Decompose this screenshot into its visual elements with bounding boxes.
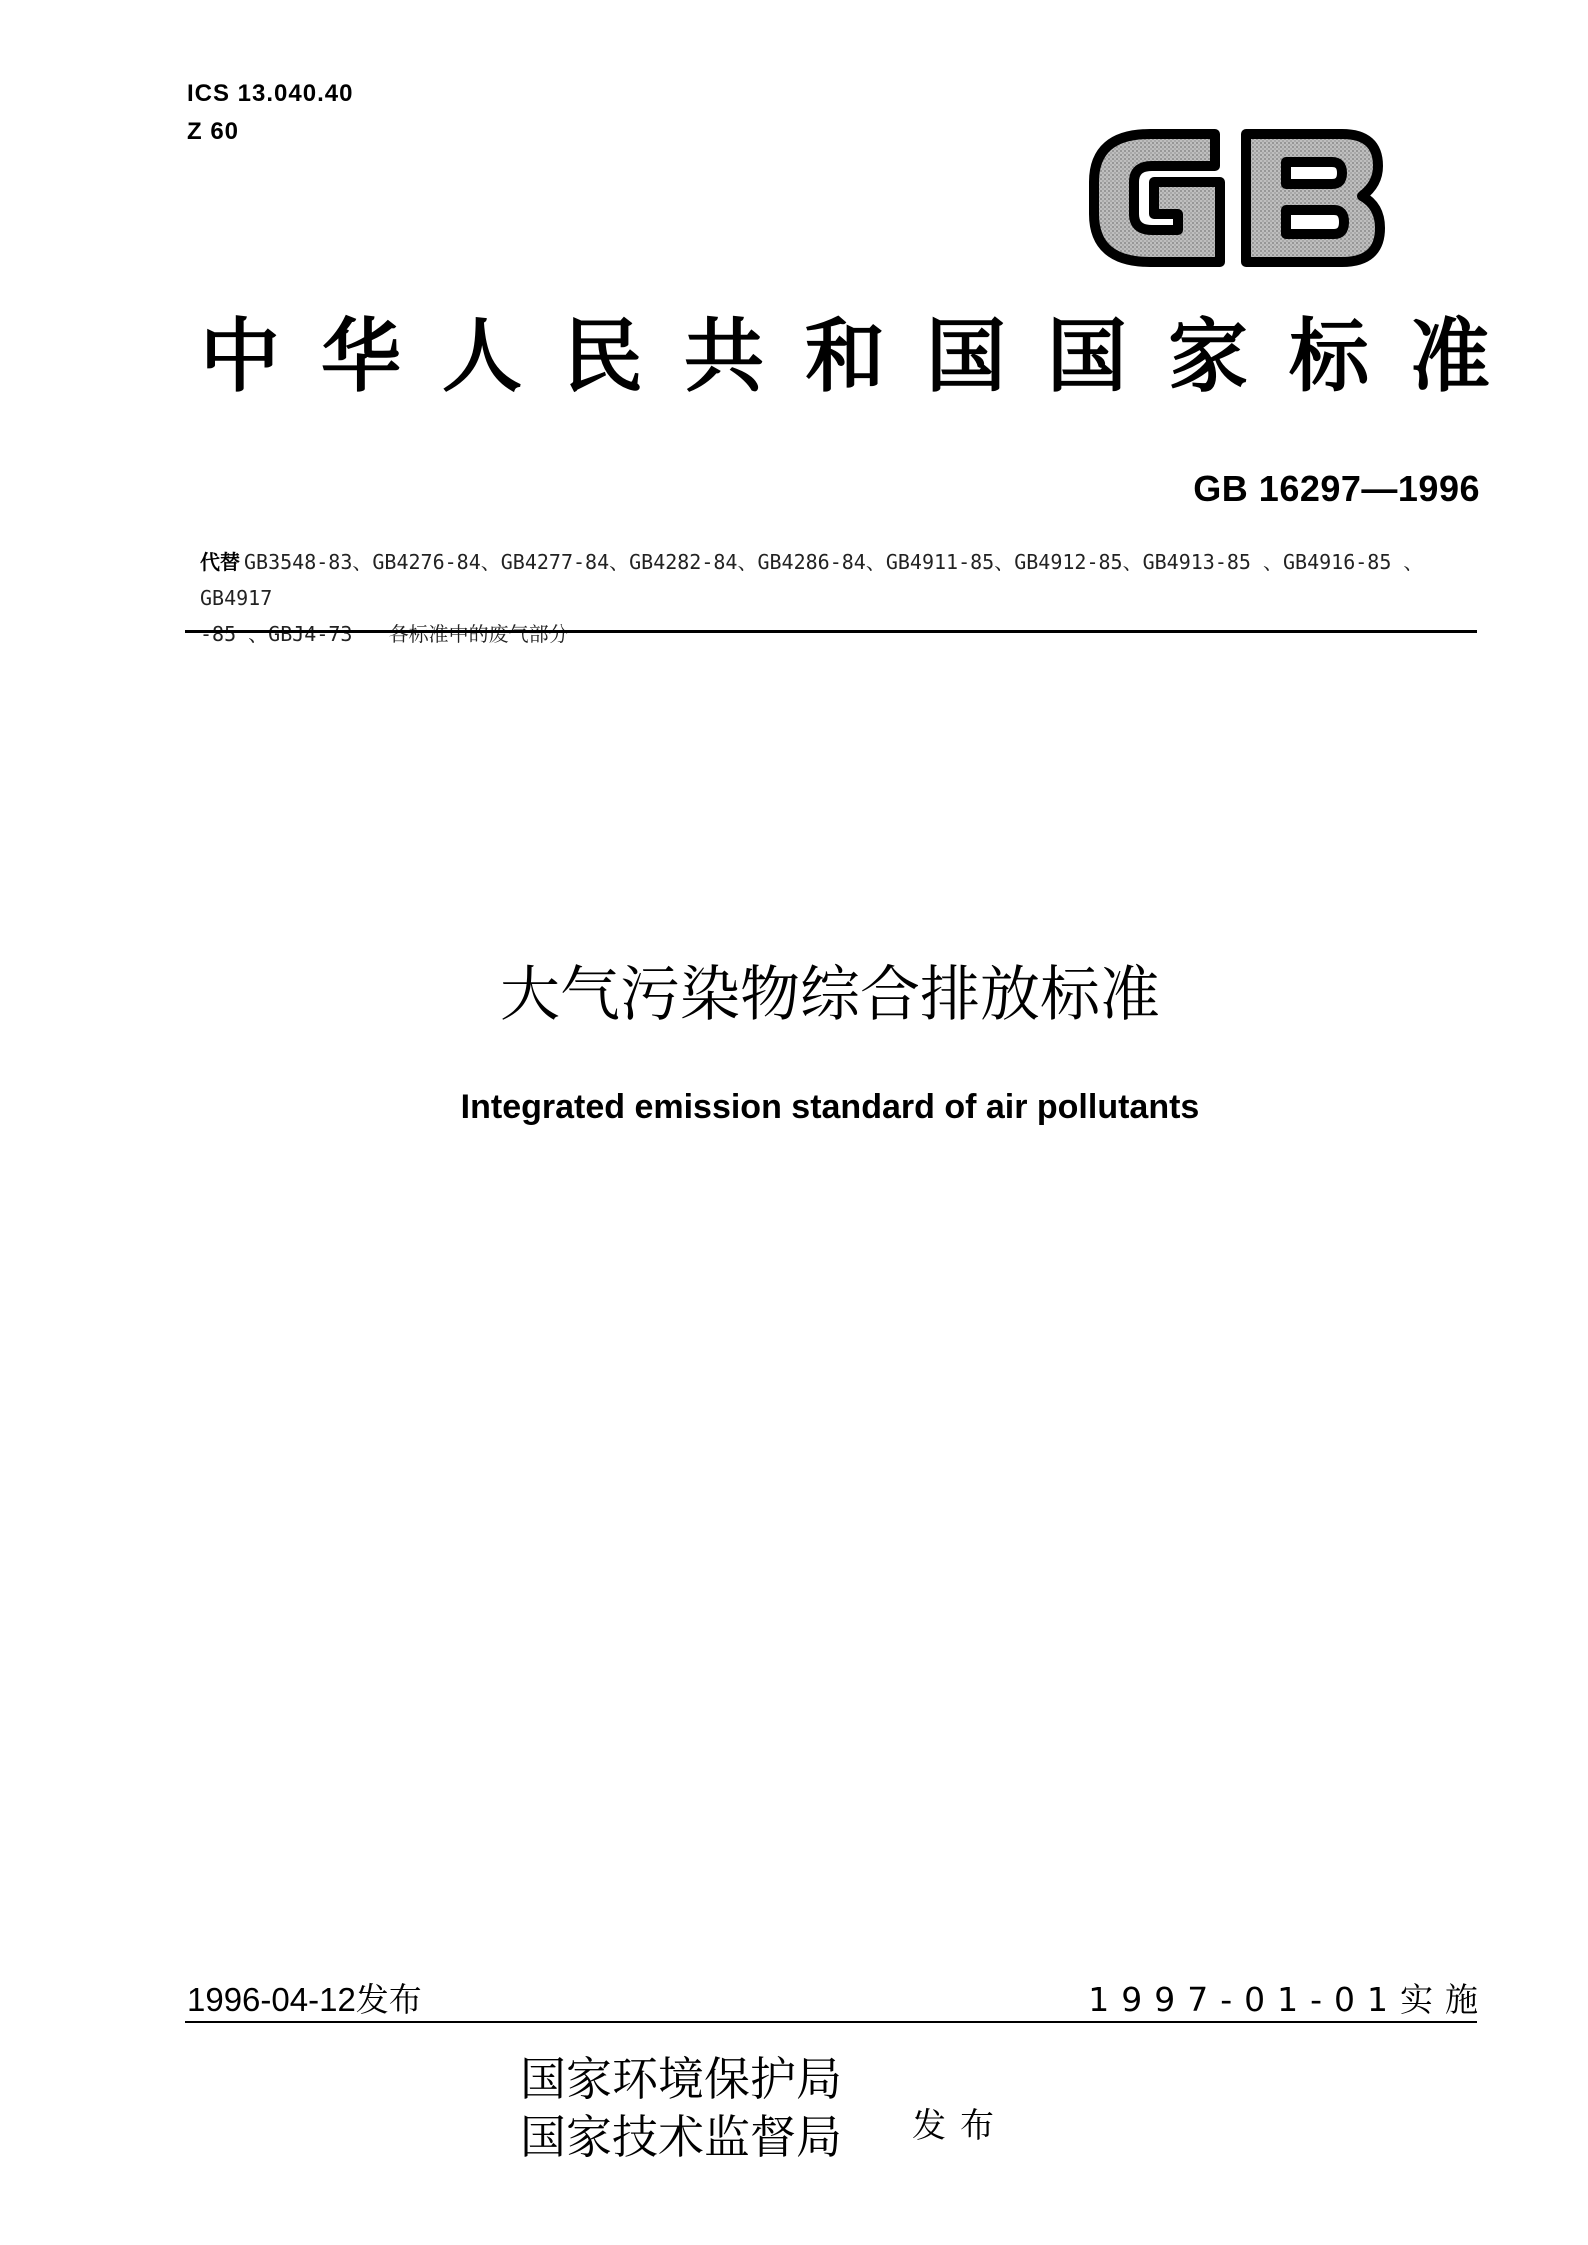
title-char: 民	[563, 310, 643, 403]
title-char: 准	[1410, 310, 1490, 403]
title-char: 标	[1289, 310, 1369, 403]
issue-label: 发布	[912, 2106, 1008, 2146]
footer-divider	[185, 2021, 1477, 2023]
replaces-note	[200, 544, 1480, 652]
replaces-tail: 各标准中的废气部分	[388, 622, 569, 646]
document-title-cn: 大气污染物综合排放标准	[500, 960, 1160, 1030]
replaces-list-1: GB3548-83、GB4276-84、GB4277-84、GB4282-84、GB4286-84、GB4911-85、GB4912-85、GB4913-85 、GB4916-85 、GB4917	[200, 550, 1424, 610]
title-char: 共	[684, 310, 764, 403]
replaces-line-2	[200, 616, 1480, 652]
classification-code: Z 60	[187, 118, 240, 145]
title-char: 和	[805, 310, 885, 403]
publish-date: 1996-04-12发布	[187, 1981, 422, 2018]
title-char: 国	[926, 310, 1006, 403]
replaces-lead: 代替	[200, 550, 240, 574]
title-char: 中	[200, 310, 280, 403]
document-title-en: Integrated emission standard of air pollutants	[460, 1088, 1200, 1126]
title-char: 国	[1047, 310, 1127, 403]
ics-code: ICS 13.040.40	[187, 80, 354, 107]
header-divider	[185, 630, 1477, 633]
title-char: 家	[1168, 310, 1248, 403]
issuer-technical-supervision-bureau: 国家技术监督局	[520, 2110, 842, 2164]
replaces-list-2: -85 、GBJ4-73	[200, 622, 353, 646]
title-char: 人	[442, 310, 522, 403]
gb-standard-logo-icon	[1080, 118, 1392, 278]
issuer-environment-bureau: 国家环境保护局	[520, 2052, 842, 2106]
title-char: 华	[321, 310, 401, 403]
effective-date: 1997-01-01实施	[1088, 1980, 1490, 2019]
replaces-line-1	[200, 544, 1480, 616]
national-standard-title	[200, 312, 1490, 402]
standard-number: GB 16297—1996	[1193, 468, 1480, 509]
